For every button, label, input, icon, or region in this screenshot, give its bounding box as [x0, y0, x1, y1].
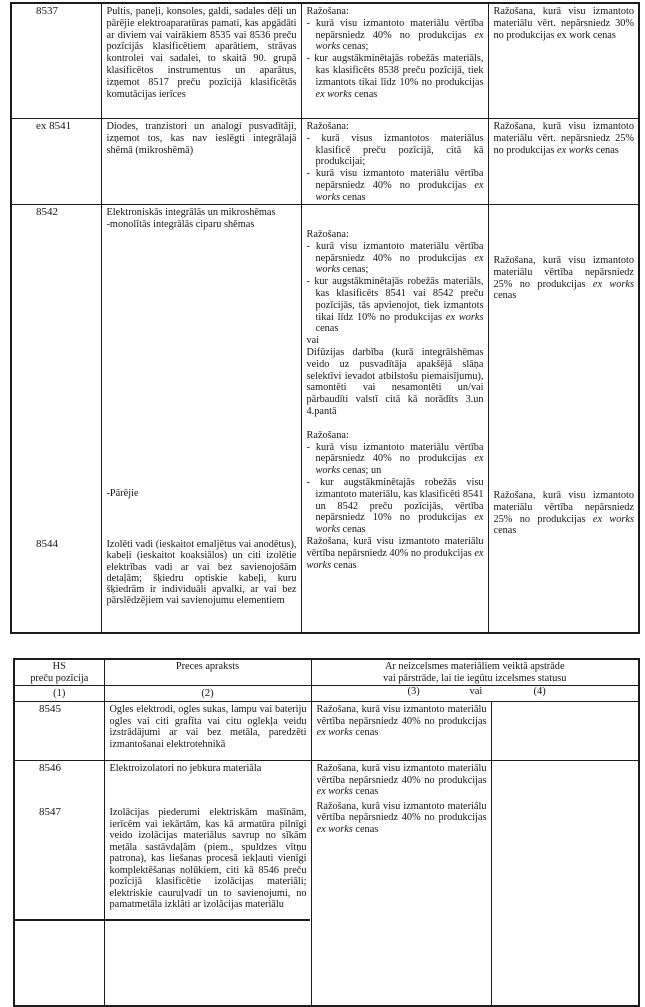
header-col-2: (2): [201, 688, 214, 699]
rule-item: - kurā visu izmantoto materiālu vērtība nepārsniedz 40% no produkcijas ex works cenas;: [306, 240, 484, 276]
description-8537: Pultis, paneļi, konsoles, galdi, sadales dēļi un pārējie elektroaparatūras pamati, kas apgādāti ar diviem vai vairākiem 8535 vai 8536 preču pozīcijās klasificētiem aparātiem, strāvas kontrolei vai sadalei, to skaitā 90. grupā klasificētos instrumentus un aparātus, izņemot 8517 preču pozīcijā klasificētās komutācijas ierīces: [106, 6, 297, 100]
header-col-3: (3): [407, 686, 420, 697]
processing-rule-8537: [307, 6, 484, 116]
rule-item: - kur augstākminētajās robežās visu izmantoto materiālu, kas klasificēti 8541 un 8542 preču pozīcijās, vērtība nepārsniedz 10% no produkcijas ex works cenas: [306, 476, 484, 536]
description-ex8541: Diodes, tranzistori un analogi pusvadītāji, izņemot tos, kas nav ieslēgti integrālajā shēmā (mikroshēmā): [106, 121, 297, 156]
rule-item: - kur augstākminētajās robežās materiāls, kas klasificēts 8541 vai 8542 preču pozīcijās, tās apvienojot, tiek izmantots tikai līdz 10% no produkcijas ex works cenas: [306, 276, 484, 335]
rule-item: - kur augstākminētajās robežās materiāls, kas klasificēts 8538 preču pozīcijā, tiek izmantots tikai līdz 10% no produkcijas ex works cenas: [306, 53, 484, 100]
processing-rule-8544: Ražošana, kurā visu izmantoto materiālu vērtība nepārsniedz 40% no produkcijas ex works cenas: [306, 535, 484, 571]
rule-item: - kurā visu izmantoto materiālu vērtība nepārsniedz 40% no produkcijas ex works cenas: [306, 168, 484, 202]
processing-rule-8547: Ražošana, kurā visu izmantoto materiālu vērtība nepārsniedz 40% no produkcijas ex works cenas: [316, 800, 487, 835]
rule-intro: Ražošana:: [306, 229, 349, 240]
hs-code-8545: 8545: [39, 704, 61, 715]
hs-code-8546: 8546: [39, 763, 61, 774]
rule-item: - kurā visu izmantoto materiālu vērtība nepārsniedz 40% no produkcijas ex works cenas;: [306, 17, 484, 53]
hs-code-8544: 8544: [36, 538, 58, 550]
processing-rule-8546: Ražošana, kurā visu izmantoto materiālu vērtība nepārsniedz 40% no produkcijas ex works cenas: [316, 763, 487, 797]
alt-rule-8537: Ražošana, kurā visu izmantoto materiālu vērt. nepārsniedz 30% no produkcijas ex work cenas: [493, 6, 634, 41]
rule-or: vai: [306, 335, 320, 347]
row-ex8541: [11, 119, 639, 205]
row-8545: [14, 702, 639, 761]
header-row-titles: [14, 659, 639, 686]
row-8537: [11, 3, 639, 119]
origin-rules-table-upper: [10, 2, 640, 634]
description-8547: Izolācijas piederumi elektriskām mašīnām, ierīcēm vai iekārtām, kas kā armatūra pilnīgi veido izolācijas materiālus savrup no sīkām metāla sastāvdaļām (piem., spuldzes vītņu patrona), kas liešanas procesā iekļauti vienīgi komplektēšanas nolūkiem, citi kā 8546 preču pozīcijā klasificētie izolācijas materiāli; elektriskie cauruļvadi un to savienojumi, no pamatmetāla izklāti ar izolācijas materiālu: [109, 807, 307, 910]
processing-rule-8542: [307, 207, 484, 630]
rule-diffusion: Difūzijas darbība (kurā integrālshēmas veido uz pusvadītāja apakšējā slāņa selektīvi ievadot atbilstošu piemaisījumu), samontēti vai nesamontēti un/vai pārbaudīti valstī citā kā norādīts 3.un 4.pantā: [306, 346, 484, 417]
description-8545: Ogles elektrodi, ogles sukas, lampu vai bateriju ogles vai citi grafīta vai citu oglekļa veidu izstrādājumi ar vai bez metāla, paredzēti izmantošanai elektrotehnikā: [109, 704, 307, 750]
rule-intro: Ražošana:: [306, 6, 349, 17]
alt-rule-8545-empty: [497, 704, 635, 758]
description-8542-line2: -monolītās integrālās ciparu shēmas: [106, 218, 255, 230]
alt-rule-ex8541: Ražošana, kurā visu izmantoto materiālu vērt. nepārsniedz 25% no produkcijas ex works cenas: [493, 121, 634, 156]
rule-intro: Ražošana:: [306, 429, 349, 441]
description-8544: Izolēti vadi (ieskaitot emaljētus vai anodētus), kabeļi (ieskaitot koaksiālos) un citi izolētie elektrības vadi ar vai bez savienojošām detaļām; šķiedru optiskie kabeļi, kuru šķiedrām ir individuāli apvalki, ar vai bez pārslēdzējiem vai savienojumu elementiem: [106, 539, 297, 607]
alt-rule-8542-other: Ražošana, kurā visu izmantoto materiālu vērtība nepārsniedz 25% no produkcijas ex works cenas: [493, 490, 634, 537]
hs-code-8537: 8537: [36, 6, 58, 17]
page-cut-line: [13, 919, 310, 921]
description-8542-other: -Pārējie: [106, 488, 139, 499]
alt-rule-8542-monolithic: Ražošana, kurā visu izmantoto materiālu vērtība nepārsniedz 25% no produkcijas ex works cenas: [493, 255, 634, 302]
description-8542-line1: Elektroniskās integrālās un mikroshēmas: [106, 207, 276, 218]
header-col-1: (1): [53, 688, 66, 699]
header-processing: Ar neizcelsmes materiāliem veiktā apstrāde vai pārstrāde, lai tie iegūtu izcelsmes statusu: [383, 661, 567, 684]
processing-rule-8545: Ražošana, kurā visu izmantoto materiālu vērtība nepārsniedz 40% no produkcijas ex works cenas: [316, 704, 487, 738]
rule-item: - kurā visu izmantoto materiālu vērtība nepārsniedz 40% no produkcijas ex works cenas; un: [306, 441, 484, 477]
header-row-numbers: [14, 686, 639, 702]
header-col-or: vai: [469, 686, 483, 697]
alt-rule-8546-8547-empty: [497, 763, 635, 1003]
header-col-4: (4): [533, 686, 546, 697]
header-hs-position: HS preču pozīcija: [30, 661, 89, 684]
hs-code-ex8541: ex 8541: [36, 121, 72, 132]
rule-intro: Ražošana:: [306, 121, 349, 132]
processing-rule-ex8541: [307, 121, 484, 202]
row-8542-8544: [11, 205, 639, 634]
row-8546-8547: [14, 761, 639, 1007]
description-8546: Elektroizolatori no jebkura materiāla: [109, 763, 262, 774]
header-product-description: Preces apraksts: [175, 661, 240, 672]
hs-code-8547: 8547: [39, 806, 61, 818]
rule-item: - kurā visus izmantotos materiālus klasificē preču pozīcijā, citā kā produkcijai;: [306, 132, 484, 168]
origin-rules-table-lower: [13, 658, 640, 1007]
hs-code-8542: 8542: [36, 207, 58, 218]
